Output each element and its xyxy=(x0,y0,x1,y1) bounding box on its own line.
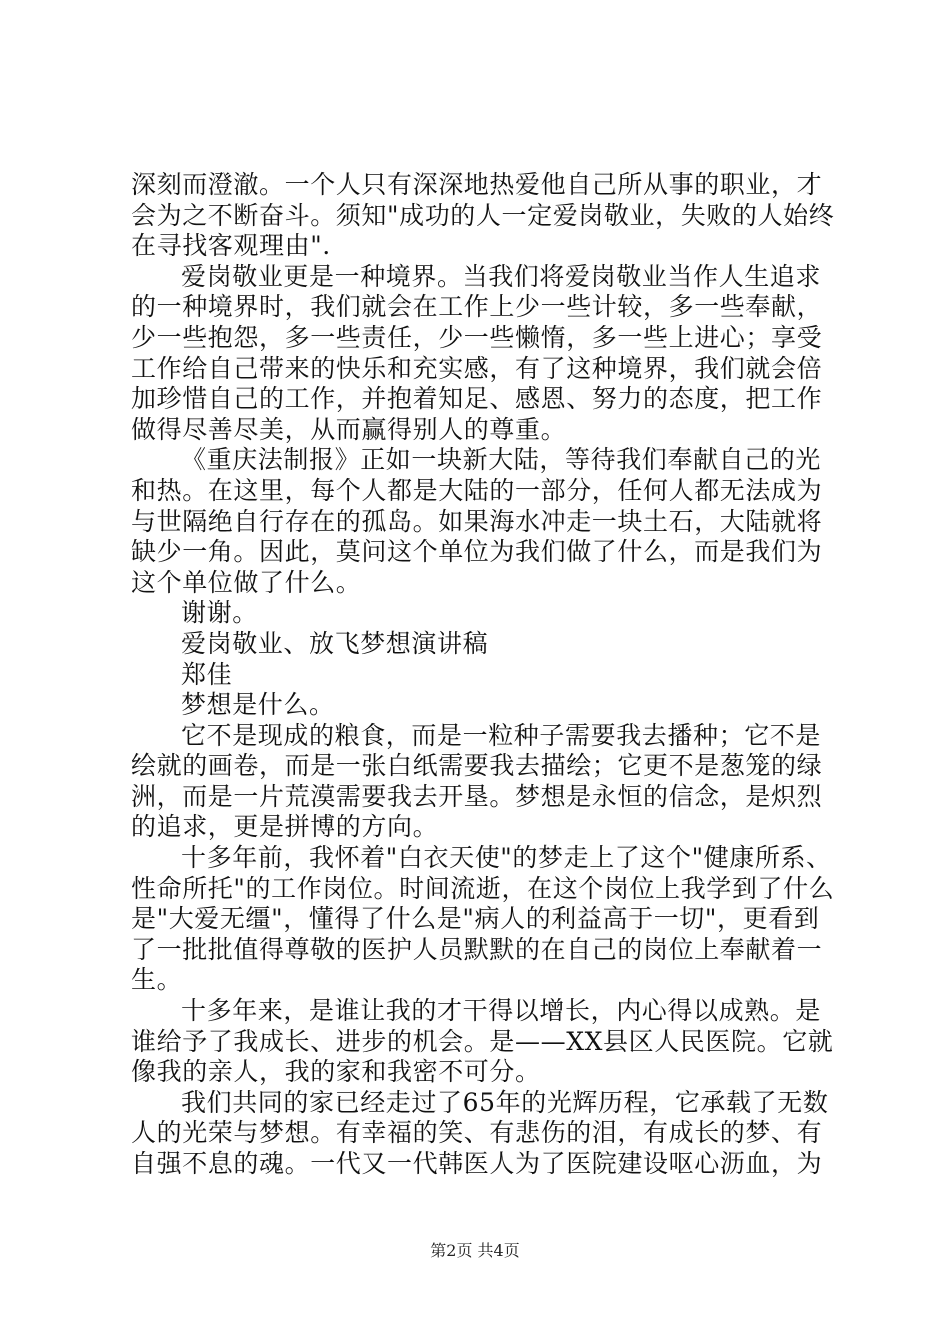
text-line: 少一些抱怨，多一些责任，少一些懒惰，多一些上进心；享受 xyxy=(131,322,823,352)
text-line: 的追求，更是拼博的方向。 xyxy=(131,812,439,842)
text-line: 工作给自己带来的快乐和充实感，有了这种境界，我们就会倍 xyxy=(131,353,823,383)
text-line: 是"大爱无缰"，懂得了什么是"病人的利益高于一切"，更看到 xyxy=(131,904,820,934)
author-name: 郑佳 xyxy=(181,659,233,689)
text-line: 爱岗敬业更是一种境界。当我们将爱岗敬业当作人生追求 xyxy=(181,261,822,291)
text-line: 人的光荣与梦想。有幸福的笑、有悲伤的泪，有成长的梦、有 xyxy=(131,1118,823,1148)
text-line: 洲，而是一片荒漠需要我去开垦。梦想是永恒的信念，是炽烈 xyxy=(131,781,823,811)
text-line: 会为之不断奋斗。须知"成功的人一定爱岗敬业，失败的人始终 xyxy=(131,200,835,230)
text-line: 性命所托"的工作岗位。时间流逝，在这个岗位上我学到了什么 xyxy=(131,873,835,903)
speech-title: 爱岗敬业、放飞梦想演讲稿 xyxy=(181,628,489,658)
text-line: 我们共同的家已经走过了65年的光辉历程，它承载了无数 xyxy=(181,1087,829,1117)
text-line: 深刻而澄澈。一个人只有深深地热爱他自己所从事的职业，才 xyxy=(131,170,823,199)
text-line: 梦想是什么。 xyxy=(181,690,335,720)
text-line: 与世隔绝自行存在的孤岛。如果海水冲走一块土石，大陆就将 xyxy=(131,506,823,536)
text-line: 缺少一角。因此，莫问这个单位为我们做了什么，而是我们为 xyxy=(131,537,823,567)
text-line: 加珍惜自己的工作，并抱着知足、感恩、努力的态度，把工作 xyxy=(131,384,823,414)
text-line: 《重庆法制报》正如一块新大陆，等待我们奉献自己的光 xyxy=(181,445,822,475)
document-body xyxy=(131,170,835,1180)
text-line: 绘就的画卷，而是一张白纸需要我去描绘；它更不是葱笼的绿 xyxy=(131,751,823,781)
text-line: 和热。在这里，每个人都是大陆的一部分，任何人都无法成为 xyxy=(131,475,823,505)
text-line: 在寻找客观理由". xyxy=(131,231,331,261)
text-line: 谁给予了我成长、进步的机会。是——XX县区人民医院。它就 xyxy=(131,1026,834,1056)
text-line: 生。 xyxy=(131,965,183,995)
text-line: 做得尽善尽美，从而赢得别人的尊重。 xyxy=(131,414,567,444)
text-line: 自强不息的魂。一代又一代韩医人为了医院建设呕心沥血，为 xyxy=(131,1149,823,1178)
text-line: 了一批批值得尊敬的医护人员默默的在自己的岗位上奉献着一 xyxy=(131,934,823,964)
text-line: 十多年前，我怀着"白衣天使"的梦走上了这个"健康所系、 xyxy=(181,843,832,873)
text-line: 它不是现成的粮食，而是一粒种子需要我去播种；它不是 xyxy=(181,720,822,750)
page-number-footer: 第2页 共4页 xyxy=(430,1241,520,1260)
text-line: 的一种境界时，我们就会在工作上少一些计较，多一些奉献， xyxy=(131,292,823,322)
text-line: 谢谢。 xyxy=(181,598,258,628)
text-line: 像我的亲人，我的家和我密不可分。 xyxy=(131,1057,541,1087)
text-line: 这个单位做了什么。 xyxy=(131,567,362,597)
text-line: 十多年来，是谁让我的才干得以增长，内心得以成熟。是 xyxy=(181,996,822,1026)
